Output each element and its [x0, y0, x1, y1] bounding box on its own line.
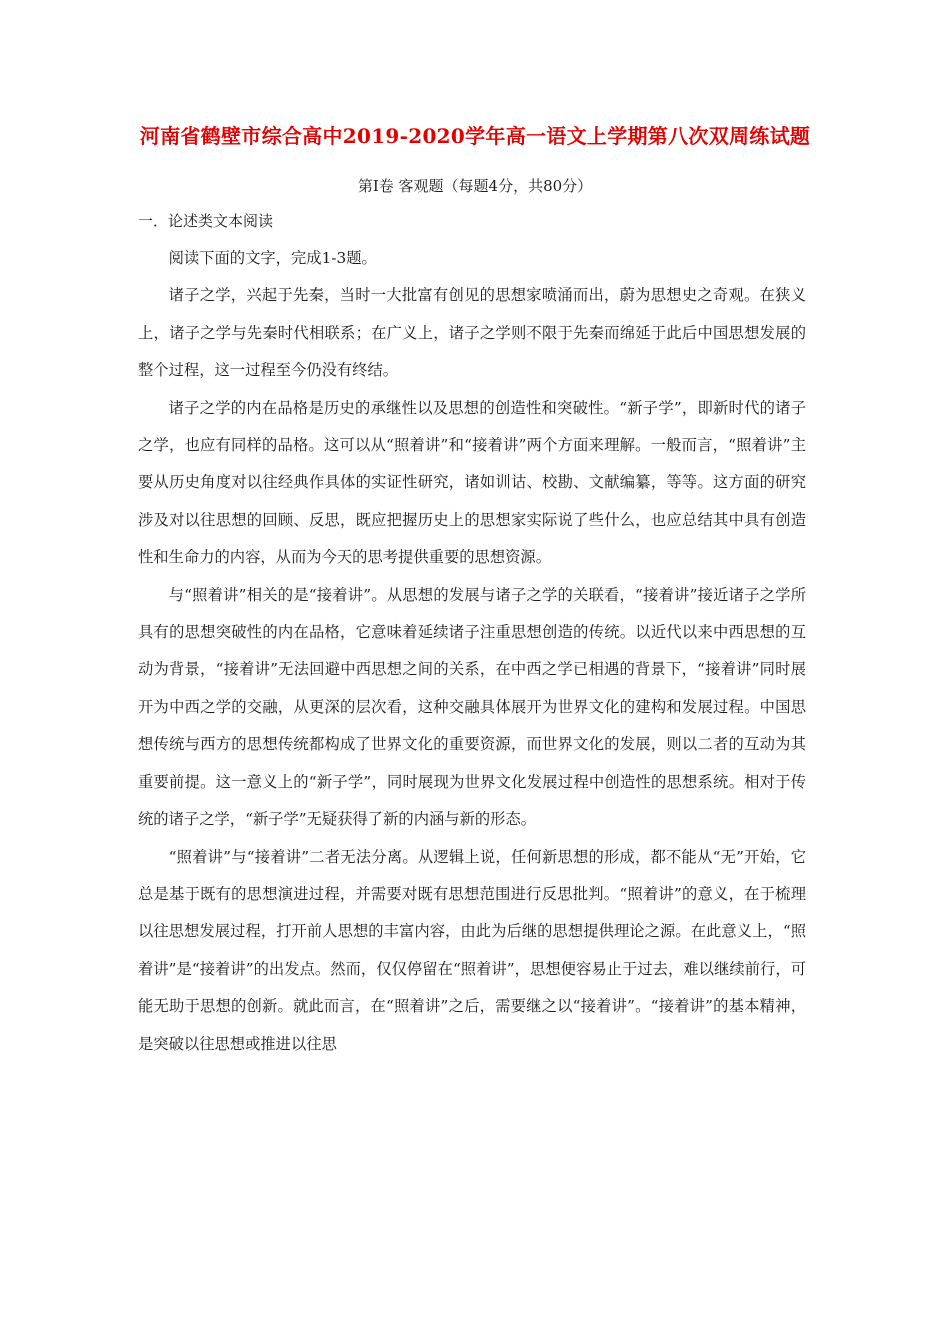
passage-paragraph-4: “照着讲”与“接着讲”二者无法分离。从逻辑上说，任何新思想的形成，都不能从“无”开始，它总是基于既有的思想演进过程，并需要对既有思想范围进行反思批判。“照着讲”的意义，在于梳理以往思想发展过程，打开前人思想的丰富内容，由此为后继的思想提供理论之源。在此意义上，“照着讲”是“接着讲”的出发点。然而，仅仅停留在“照着讲”，思想便容易止于过去，难以继续前行，可能无助于思想的创新。就此而言，在“照着讲”之后，需要继之以“接着讲”。“接着讲”的基本精神，是突破以往思想或推进以往思 [138, 847, 806, 1053]
exam-section-subtitle: 第Ⅰ卷 客观题（每题4分，共80分） [357, 177, 593, 195]
instruction-paragraph: 阅读下面的文字，完成1-3题。 [168, 249, 377, 267]
passage-paragraph-2: 诸子之学的内在品格是历史的承继性以及思想的创造性和突破性。“新子学”，即新时代的诸子之学，也应有同样的品格。这可以从“照着讲”和“接着讲”两个方面来理解。一般而言，“照着讲”主要从历史角度对以往经典作具体的实证性研究，诸如训诂、校勘、文献编纂，等等。这方面的研究涉及对以往思想的回顾、反思，既应把握历史上的思想家实际说了些什么，也应总结其中具有创造性和生命力的内容，从而为今天的思考提供重要的思想资源。 [138, 398, 806, 567]
section-heading: 一．论述类文本阅读 [138, 212, 274, 230]
passage-paragraph-1: 诸子之学，兴起于先秦，当时一大批富有创见的思想家喷涌而出，蔚为思想史之奇观。在狭义上，诸子之学与先秦时代相联系；在广义上，诸子之学则不限于先秦而绵延于此后中国思想发展的整个过程，这一过程至今仍没有终结。 [138, 286, 806, 380]
passage-paragraph-3: 与“照着讲”相关的是“接着讲”。从思想的发展与诸子之学的关联看，“接着讲”接近诸子之学所具有的思想突破性的内在品格，它意味着延续诸子注重思想创造的传统。以近代以来中西思想的互动为背景，“接着讲”无法回避中西思想之间的关系，在中西之学已相遇的背景下，“接着讲”同时展开为中西之学的交融，从更深的层次看，这种交融具体展开为世界文化的建构和发展过程。中国思想传统与西方的思想传统都构成了世界文化的重要资源，而世界文化的发展，则以二者的互动为其重要前提。这一意义上的“新子学”，同时展现为世界文化发展过程中创造性的思想系统。相对于传统的诸子之学，“新子学”无疑获得了新的内涵与新的形态。 [138, 585, 806, 829]
reading-passage [138, 240, 806, 1063]
document-title: 河南省鹤壁市综合高中2019-2020学年高一语文上学期第八次双周练试题 [139, 124, 811, 148]
